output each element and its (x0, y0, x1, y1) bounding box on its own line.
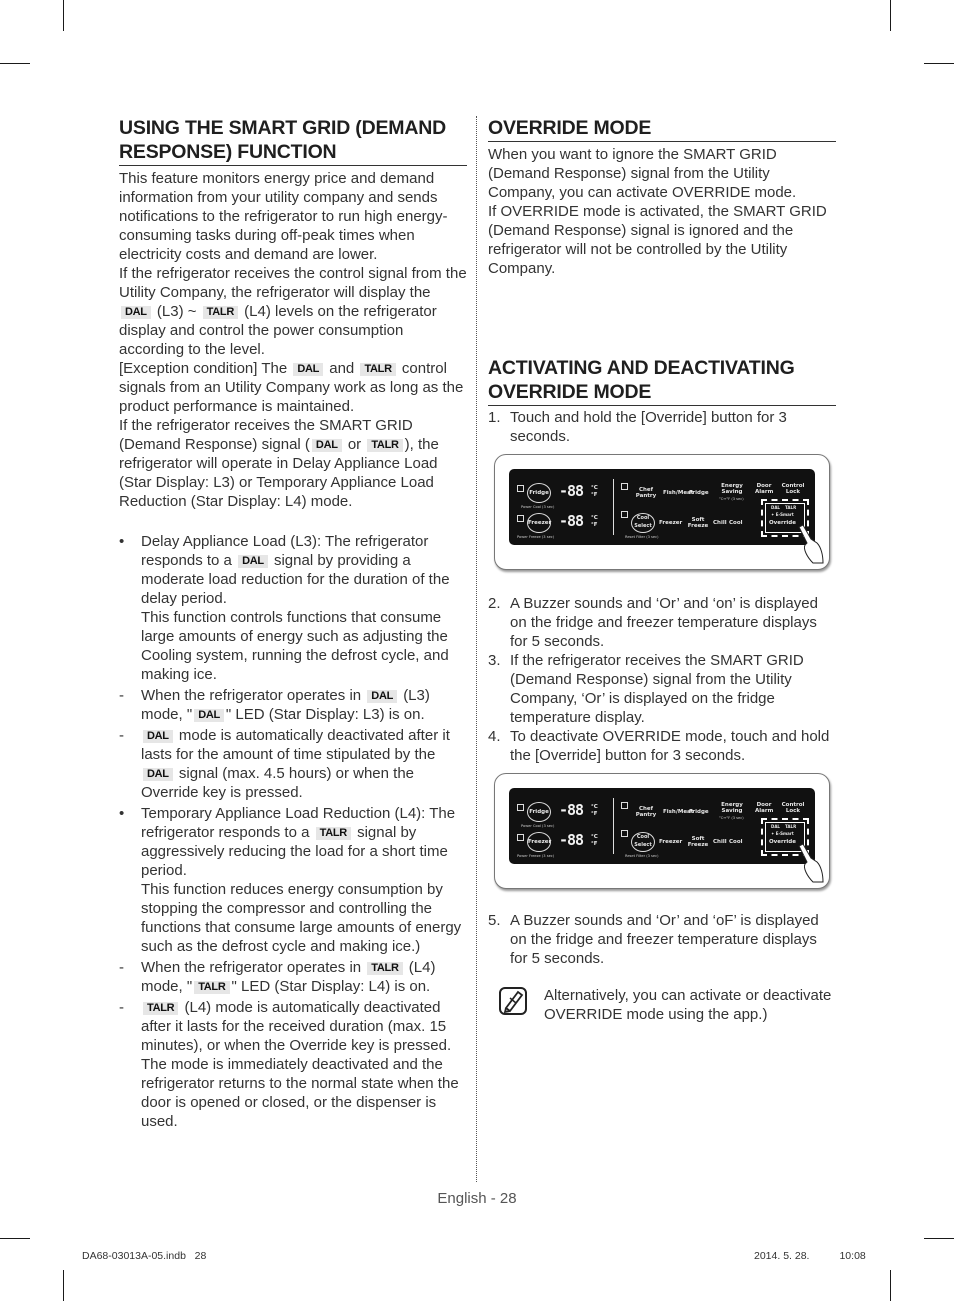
list-item-dal-led: - When the refrigerator operates in DAL (L3) mode, " DAL " LED (Star Display: L3) is on. (119, 687, 430, 723)
bullet-marker: • (119, 533, 125, 550)
control-panel-figure-deactivate (494, 773, 830, 889)
steps-list (488, 594, 836, 765)
dal-badge: DAL (367, 690, 397, 703)
smart-grid-section (119, 116, 467, 1131)
override-heading: OVERRIDE MODE (488, 116, 836, 142)
talr-badge: TALR (367, 439, 402, 452)
crop-mark (890, 0, 891, 31)
crop-mark (0, 63, 30, 64)
freezer-temp-display: -88 (559, 831, 584, 849)
crop-mark (63, 0, 64, 31)
list-item-dal-deactivate: - DAL mode is automatically deactivated after it lasts for the amount of time stipulated by the DAL signal (max. 4.5 hours) or when the Override key is pressed. (119, 727, 450, 801)
note-box (488, 986, 836, 1024)
crop-mark (890, 1270, 891, 1301)
dal-badge: DAL (293, 363, 323, 376)
override-section (488, 116, 836, 1024)
fridge-button: Fridge (527, 802, 551, 822)
step-3: 3. If the refrigerator receives the SMART GRID (Demand Response) signal from the Utility Company, ‘Or’ is displayed on the fridge temperature display. (488, 652, 804, 726)
list-item-talr: • Temporary Appliance Load Reduction (L4): The refrigerator responds to a TALR signal by aggressively reducing the load for a short time period. This function reduces energy consumption by stopping the compressor and controlling the functions that consume large amounts of energy such as the defrost cycle and making ice.) (119, 805, 462, 955)
finger-press-icon (795, 840, 825, 884)
fridge-temp-display: -88 (559, 482, 584, 500)
crop-mark (0, 1238, 30, 1239)
step-2: 2. A Buzzer sounds and ‘Or’ and ‘on’ is displayed on the fridge and freezer temperature displays for 5 seconds. (488, 595, 818, 650)
panel-divider (613, 479, 614, 535)
dash-marker: - (119, 687, 124, 704)
page-number: English - 28 (437, 1190, 517, 1207)
exception-paragraph: [Exception condition] The DAL and TALR control signals from an Utility Company work as long as the product performance is maintained. (119, 360, 464, 415)
column-divider (476, 116, 477, 1182)
steps-list (488, 408, 836, 446)
crop-mark (924, 1238, 954, 1239)
control-panel-figure-activate (494, 454, 830, 570)
dal-badge: DAL (238, 555, 268, 568)
display-levels-paragraph: If the refrigerator receives the control signal from the Utility Company, the refrigerator will display the DAL (L3) ~ TALR (L4) levels on the refrigerator display and control the power consumption according to the level. (119, 265, 467, 358)
steps-list (488, 911, 836, 968)
grid-icon (621, 830, 628, 837)
dal-badge: DAL (194, 709, 224, 722)
fridge-temp-display: -88 (559, 801, 584, 819)
dash-marker: - (119, 999, 124, 1016)
dash-marker: - (119, 727, 124, 744)
panel-divider (613, 798, 614, 854)
dal-badge: DAL (121, 306, 151, 319)
note-pencil-icon (498, 986, 528, 1016)
override-button-highlight: DAL TALR ✦ E-Smart Override (761, 818, 809, 856)
section-heading: USING THE SMART GRID (DEMAND RESPONSE) FUNCTION (119, 116, 467, 166)
override-button-highlight: DAL TALR ✦ E-Smart Override (761, 499, 809, 537)
crop-mark (924, 63, 954, 64)
talr-badge: TALR (360, 363, 395, 376)
signal-paragraph: If the refrigerator receives the SMART GRID (Demand Response) signal ( DAL or TALR ), the refrigerator will operate in Delay Appliance Load (Star Display: L3) or Temporary Appliance Load Reduction (Star Display: L4) mode. (119, 417, 439, 510)
talr-badge: TALR (143, 1002, 178, 1015)
crop-mark (63, 1270, 64, 1301)
control-panel: Fridge -88 °C °F Power Cool (3 sec) Freezer -88 °C °F Power Freeze (3 sec) Chef Pantry Fish/Meat Fridge Cool Select Reset Filter (3 sec) Freezer Soft Freeze Chill Cool Energy Saving °C↔°F (3 sec) Door Alarm Control Lock DAL TALR ✦ E-Smart Override (509, 469, 815, 545)
intro-paragraph: This feature monitors energy price and demand information from your utility company and sends notifications to the refrigerator to run high energy-consuming tasks during off-peak times when electricity costs and demand are lower. (119, 170, 448, 263)
talr-badge: TALR (316, 827, 351, 840)
dash-marker: - (119, 959, 124, 976)
note-text: Alternatively, you can activate or deactivate OVERRIDE mode using the app.) (544, 987, 832, 1023)
dal-badge: DAL (143, 768, 173, 781)
step-4: 4. To deactivate OVERRIDE mode, touch and hold the [Override] button for 3 seconds. (488, 728, 830, 764)
dal-badge: DAL (143, 730, 173, 743)
override-button: Override (769, 839, 796, 845)
override-button: Override (769, 520, 796, 526)
freezer-temp-display: -88 (559, 512, 584, 530)
talr-badge: TALR (203, 306, 238, 319)
override-paragraph-2: If OVERRIDE mode is activated, the SMART GRID (Demand Response) signal is ignored and the refrigerator will not be controlled by the Utility Company. (488, 203, 827, 277)
fridge-icon (517, 485, 524, 492)
step-1: 1. Touch and hold the [Override] button for 3 seconds. (488, 409, 787, 445)
date-slug: 2014. 5. 28. 10:08 (754, 1250, 866, 1262)
fridge-icon (517, 804, 524, 811)
bullet-marker: • (119, 805, 125, 822)
grid-icon (621, 511, 628, 518)
finger-press-icon (795, 521, 825, 565)
freezer-icon (517, 834, 524, 841)
freezer-button: Freezer (527, 832, 551, 852)
freezer-button: Freezer (527, 513, 551, 533)
grid-icon (621, 802, 628, 809)
dal-badge: DAL (312, 439, 342, 452)
talr-badge: TALR (194, 981, 229, 994)
grid-icon (621, 483, 628, 490)
list-item-talr-deactivate: - TALR (L4) mode is automatically deactivated after it lasts for the received duration (max. 15 minutes), or when the Override key is pressed. The mode is immediately deactivated and the refrigerator returns to the normal state when the door is opened or closed, or the dispenser is used. (119, 999, 459, 1130)
freezer-icon (517, 515, 524, 522)
step-5: 5. A Buzzer sounds and ‘Or’ and ‘oF’ is displayed on the fridge and freezer temperature displays for 5 seconds. (488, 912, 819, 967)
talr-badge: TALR (367, 962, 402, 975)
mode-list (119, 532, 467, 1131)
list-item-dal: • Delay Appliance Load (L3): The refrigerator responds to a DAL signal by providing a moderate load reduction for the duration of the delay period. This function controls functions that consume large amounts of energy such as adjusting the Cooling system, running the defrost cycle, and making ice. (119, 533, 450, 683)
fridge-button: Fridge (527, 483, 551, 503)
override-paragraph-1: When you want to ignore the SMART GRID (Demand Response) signal from the Utility Company, you can activate OVERRIDE mode. (488, 146, 797, 201)
control-panel: Fridge -88 °C °F Power Cool (3 sec) Freezer -88 °C °F Power Freeze (3 sec) Chef Pantry Fish/Meat Fridge Cool Select Reset Filter (3 sec) Freezer Soft Freeze Chill Cool Energy Saving °C↔°F (3 sec) Door Alarm Control Lock DAL TALR ✦ E-Smart Override (509, 788, 815, 864)
activate-heading: ACTIVATING AND DEACTIVATING OVERRIDE MODE (488, 356, 836, 406)
file-slug: DA68-03013A-05.indb 28 (82, 1250, 207, 1262)
list-item-talr-led: - When the refrigerator operates in TALR (L4) mode, " TALR " LED (Star Display: L4) is on. (119, 959, 436, 995)
